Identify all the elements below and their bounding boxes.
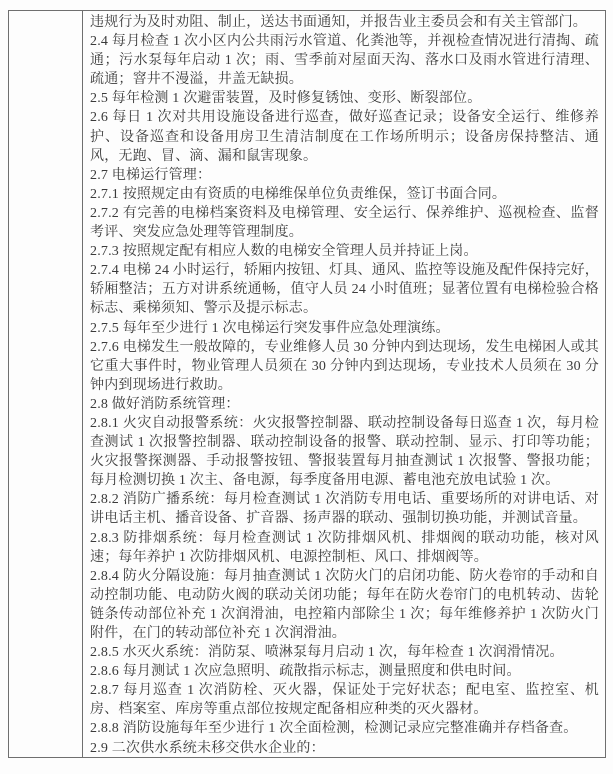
clause-2-8-2: 2.8.2 消防广播系统：每月检查测试 1 次消防专用电话、重要场所的对讲电话、对讲电话主机、播音设备、扩音器、扬声器的联动、强制切换功能，并测试音量。 — [90, 492, 599, 527]
clause-2-8-3: 2.8.3 防排烟系统：每月检查测试 1 次防排烟风机、排烟阀的联动功能，核对风速；每年养护 1 次防排烟风机、电源控制柜、风口、排烟阀等。 — [90, 530, 599, 565]
clause-2-8-7: 2.8.7 每月巡查 1 次消防栓、灭火器，保证处于完好状态；配电室、监控室、机房、档案室、库房等重点部位按规定配备相应种类的灭火器材。 — [90, 683, 599, 718]
clause-2-8-5: 2.8.5 水灭火系统：消防泵、喷淋泵每月启动 1 次，每年检查 1 次润滑情况。 — [90, 645, 564, 661]
paragraph-carryover: 违规行为及时劝阻、制止，送达书面通知，并报告业主委员会和有关主管部门。 — [90, 15, 587, 30]
clause-2-7-5: 2.7.5 每年至少进行 1 次电梯运行突发事件应急处理演练。 — [90, 320, 450, 336]
clause-2-6: 2.6 每日 1 次对共用设施设备进行巡查，做好巡查记录；设备安全运行、维修养护、设备巡查和设备用房卫生清洁制度在工作场所明示；设备房保持整洁、通风，无跑、冒、滴、漏和鼠害现象。 — [90, 110, 599, 164]
clause-2-4: 2.4 每月检查 1 次小区内公共雨污水管道、化粪池等，并视检查情况进行清掏、疏通；污水泵每年启动 1 次；雨、雪季前对屋面天沟、落水口及雨水管进行清理、疏通；窨井不漫溢，井盖无缺损。 — [90, 34, 599, 88]
service-standard-table — [8, 10, 606, 758]
clause-2-8-1: 2.8.1 火灾自动报警系统：火灾报警控制器、联动控制设备每日巡查 1 次，每月检查测试 1 次报警控制器、联动控制设备的报警、联动控制、显示、打印等功能；火灾报警探测器、手动报警按钮、警报装置每月抽查测试 1 次报警、警报功能；每月检测切换 1 次主、备电源，每季度备用电源、蓄电池充放电试验 1 次。 — [90, 415, 599, 489]
clause-2-5: 2.5 每年检测 1 次避雷装置，及时修复锈蚀、变形、断裂部位。 — [90, 91, 482, 107]
clause-2-7-4: 2.7.4 电梯 24 小时运行，轿厢内按钮、灯具、通风、监控等设施及配件保持完好，轿厢整洁；五方对讲系统通畅，值守人员 24 小时值班；显著位置有电梯检验合格标志、乘梯须知、警示及提示标志。 — [90, 263, 599, 317]
table-left-cell — [9, 11, 83, 757]
clause-2-7-6: 2.7.6 电梯发生一般故障的，专业维修人员 30 分钟内到达现场，发生电梯困人或其它重大事件时，物业管理人员须在 30 分钟内到达现场，专业技术人员须在 30 分钟内到现场进行救助。 — [90, 339, 599, 393]
clause-2-9: 2.9 二次供水系统未移交供水企业的： — [90, 740, 325, 756]
clause-2-8-4: 2.8.4 防火分隔设施：每月抽查测试 1 次防火门的启闭功能、防火卷帘的手动和自动控制功能、电动防火阀的联动关闭功能；每年在防火卷帘门的电机转动、齿轮链条传动部位补充 1 次润滑油，电控箱内部除尘 1 次；每年维修养护 1 次防火门附件，在门的转动部位补充 1 次润滑油。 — [90, 568, 599, 641]
table-content-cell — [83, 11, 605, 757]
clause-2-8-8: 2.8.8 消防设施每年至少进行 1 次全面检测，检测记录应完整准确并存档备查。 — [90, 721, 578, 737]
clause-2-7: 2.7 电梯运行管理： — [90, 167, 212, 183]
clause-2-7-3: 2.7.3 按照规定配有相应人数的电梯安全管理人员并持证上岗。 — [90, 244, 478, 260]
clause-2-8: 2.8 做好消防系统管理： — [90, 396, 240, 412]
clause-2-8-6: 2.8.6 每月测试 1 次应急照明、疏散指示标志，测量照度和供电时间。 — [90, 664, 521, 680]
clause-2-7-2: 2.7.2 有完善的电梯档案资料及电梯管理、安全运行、保养维护、巡视检查、监督考评、突发应急处理等管理制度。 — [90, 205, 599, 241]
clause-2-7-1: 2.7.1 按照规定由有资质的电梯维保单位负责维保，签订书面合同。 — [90, 186, 507, 202]
